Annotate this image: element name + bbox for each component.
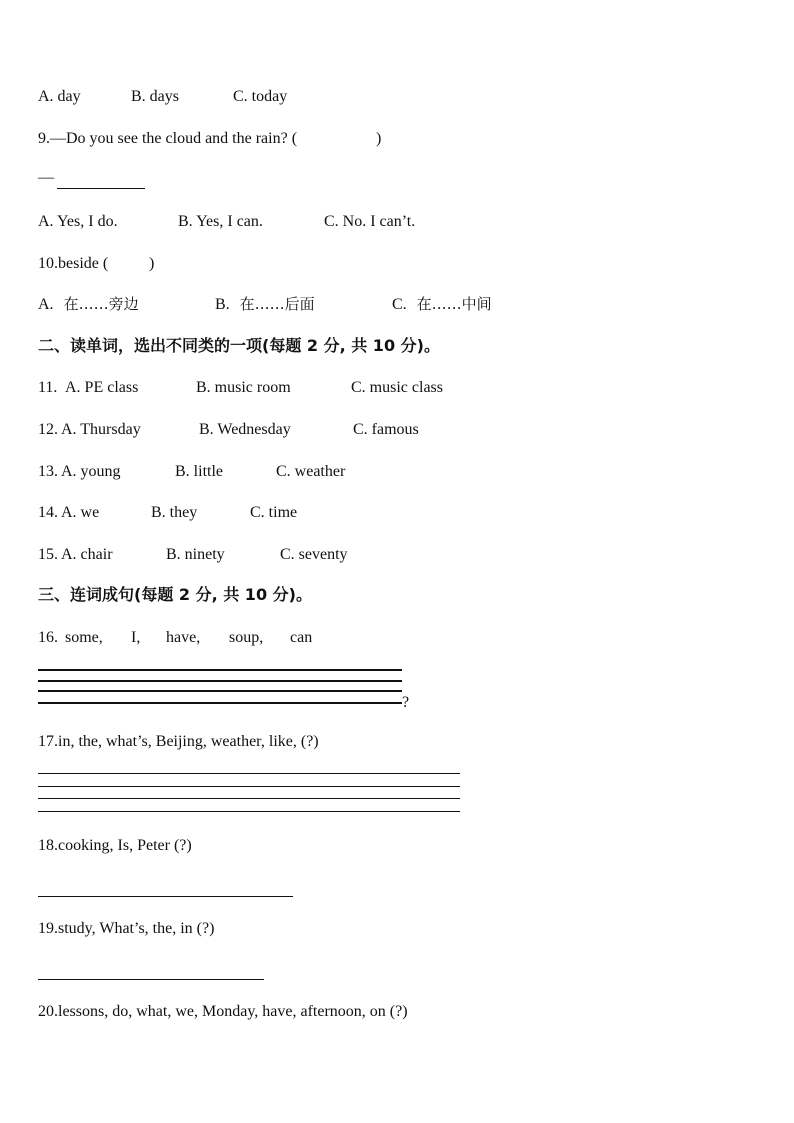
q14-option-b: B. they [151, 504, 198, 521]
q13-option-c: C. weather [276, 463, 346, 480]
q16-word: some, [65, 629, 103, 646]
q16-number: 16. [38, 629, 58, 646]
q19-answer-line[interactable] [38, 979, 264, 980]
q9-stem: 9.—Do you see the cloud and the rain? ( [38, 130, 298, 147]
q10-stem: 10.beside ( [38, 255, 109, 272]
q10-option-b-text: 在……后面 [239, 295, 315, 313]
q16-word: can [290, 629, 313, 646]
q10-option-c [392, 297, 492, 313]
section-2-title: 二、读单词，选出不同类的一项(每题 2 分, 共 10 分)。 [38, 336, 440, 355]
q18-prompt: 18.cooking, Is, Peter (?) [38, 837, 192, 854]
q10-option-c-letter: C. [392, 296, 407, 313]
q16-answer-line[interactable] [38, 680, 402, 682]
q8-option-b: B. days [131, 88, 179, 105]
q15-option-b: B. ninety [166, 546, 225, 563]
q12-number: 12. [38, 421, 58, 438]
q16-answer-line[interactable] [38, 669, 402, 671]
q16-word: I, [131, 629, 141, 646]
section-3-title: 三、连词成句(每题 2 分, 共 10 分)。 [38, 585, 312, 604]
q16-answer-line[interactable] [38, 702, 402, 704]
q12-option-b: B. Wednesday [199, 421, 291, 438]
q15-option-a: A. chair [61, 546, 113, 563]
q17-answer-line[interactable] [38, 773, 460, 774]
q17-answer-line[interactable] [38, 811, 460, 812]
q12-option-a: A. Thursday [61, 421, 141, 438]
q15-option-c: C. seventy [280, 546, 348, 563]
q10-option-a-letter: A. [38, 296, 54, 313]
q16-word: have, [166, 629, 201, 646]
q16-question-mark: ? [402, 694, 410, 711]
q11-option-b: B. music room [196, 379, 291, 396]
q10-option-a-text: 在……旁边 [63, 295, 139, 313]
q16-word: soup, [229, 629, 264, 646]
q15-number: 15. [38, 546, 58, 563]
q9-paren-close: ) [376, 130, 382, 147]
q13-number: 13. [38, 463, 58, 480]
q17-answer-line[interactable] [38, 786, 460, 787]
q11-number: 11. [38, 379, 58, 396]
q10-option-b [215, 297, 315, 313]
q20-prompt: 20.lessons, do, what, we, Monday, have, afternoon, on (?) [38, 1003, 408, 1020]
q9-answer-line[interactable] [57, 188, 145, 189]
q9-option-a: A. Yes, I do. [38, 213, 118, 230]
q10-option-c-text: 在……中间 [416, 295, 492, 313]
q16-answer-line[interactable] [38, 690, 402, 692]
q17-answer-line[interactable] [38, 798, 460, 799]
q13-option-b: B. little [175, 463, 223, 480]
q18-answer-line[interactable] [38, 896, 293, 897]
q9-option-c: C. No. I can’t. [324, 213, 416, 230]
q12-option-c: C. famous [353, 421, 419, 438]
q14-number: 14. [38, 504, 58, 521]
q19-prompt: 19.study, What’s, the, in (?) [38, 920, 215, 937]
q9-option-b: B. Yes, I can. [178, 213, 263, 230]
q14-option-a: A. we [61, 504, 100, 521]
q11-option-a: A. PE class [65, 379, 139, 396]
q13-option-a: A. young [61, 463, 121, 480]
q10-paren-close: ) [149, 255, 155, 272]
q17-prompt: 17.in, the, what’s, Beijing, weather, like, (?) [38, 733, 319, 750]
q14-option-c: C. time [250, 504, 298, 521]
q11-option-c: C. music class [351, 379, 443, 396]
q10-option-b-letter: B. [215, 296, 230, 313]
q9-answer-dash: — [38, 169, 54, 186]
q10-option-a [38, 297, 139, 313]
q8-option-a: A. day [38, 88, 81, 105]
q8-option-c: C. today [233, 88, 288, 105]
